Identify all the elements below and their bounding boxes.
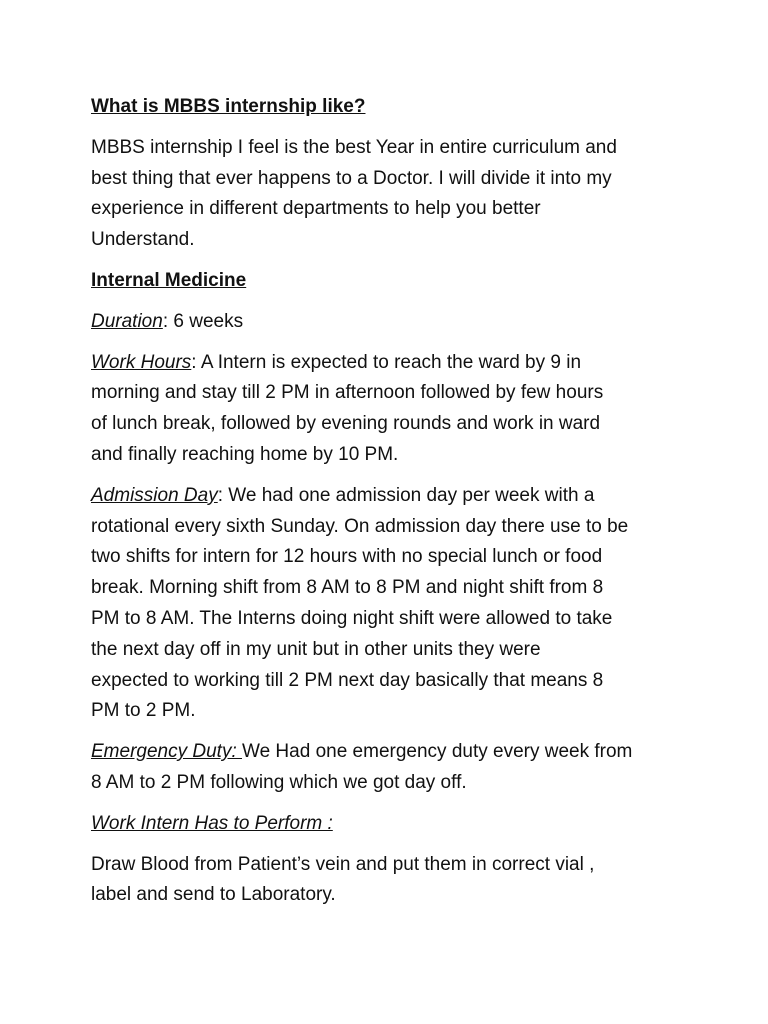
emergency-duty-label: Emergency Duty:: [91, 741, 242, 763]
section-heading-internal-medicine: Internal Medicine: [91, 269, 247, 291]
emergency-duty-paragraph: [91, 737, 691, 799]
work-hours-label: Work Hours: [91, 351, 192, 373]
duration-text: 6 weeks: [173, 310, 244, 332]
intro-paragraph: MBBS internship I feel is the best Year in entire curriculum and best thing that ever happens to a Doctor. I will divide it into my experience in different departments to help you better Understand.: [91, 136, 617, 251]
work-hours-paragraph: [91, 348, 691, 471]
admission-day-separator: :: [217, 484, 229, 506]
duration-label: Duration: [91, 310, 163, 332]
admission-day-text: We had one admission day per week with a rotational every sixth Sunday. On admission day there use to be two shifts for intern for 12 hours with no special lunch or food break. Morning shift from 8 AM to 8 PM and night shift from 8 PM to 8 AM. The Interns doing night shift were allowed to take the next day off in my unit but in other units they were expected to working till 2 PM next day basically that means 8 PM to 2 PM.: [91, 484, 629, 722]
draw-blood-paragraph: Draw Blood from Patient’s vein and put them in correct vial , label and send to Laboratory.: [91, 853, 595, 906]
duration-paragraph: [91, 307, 691, 338]
duration-separator: :: [162, 310, 174, 332]
work-hours-text: A Intern is expected to reach the ward by 9 in morning and stay till 2 PM in afternoon followed by few hours of lunch break, followed by evening rounds and work in ward and finally reaching home by 10 PM.: [91, 351, 604, 465]
work-hours-separator: :: [191, 351, 201, 373]
work-intern-label: Work Intern Has to Perform :: [91, 812, 333, 834]
emergency-duty-text: We Had one emergency duty every week from 8 AM to 2 PM following which we got day off.: [91, 741, 633, 793]
work-intern-paragraph: [91, 809, 691, 840]
document-title: What is MBBS internship like?: [91, 96, 366, 117]
admission-day-paragraph: [91, 481, 691, 727]
document-page: [91, 92, 691, 921]
admission-day-label: Admission Day: [91, 484, 218, 506]
